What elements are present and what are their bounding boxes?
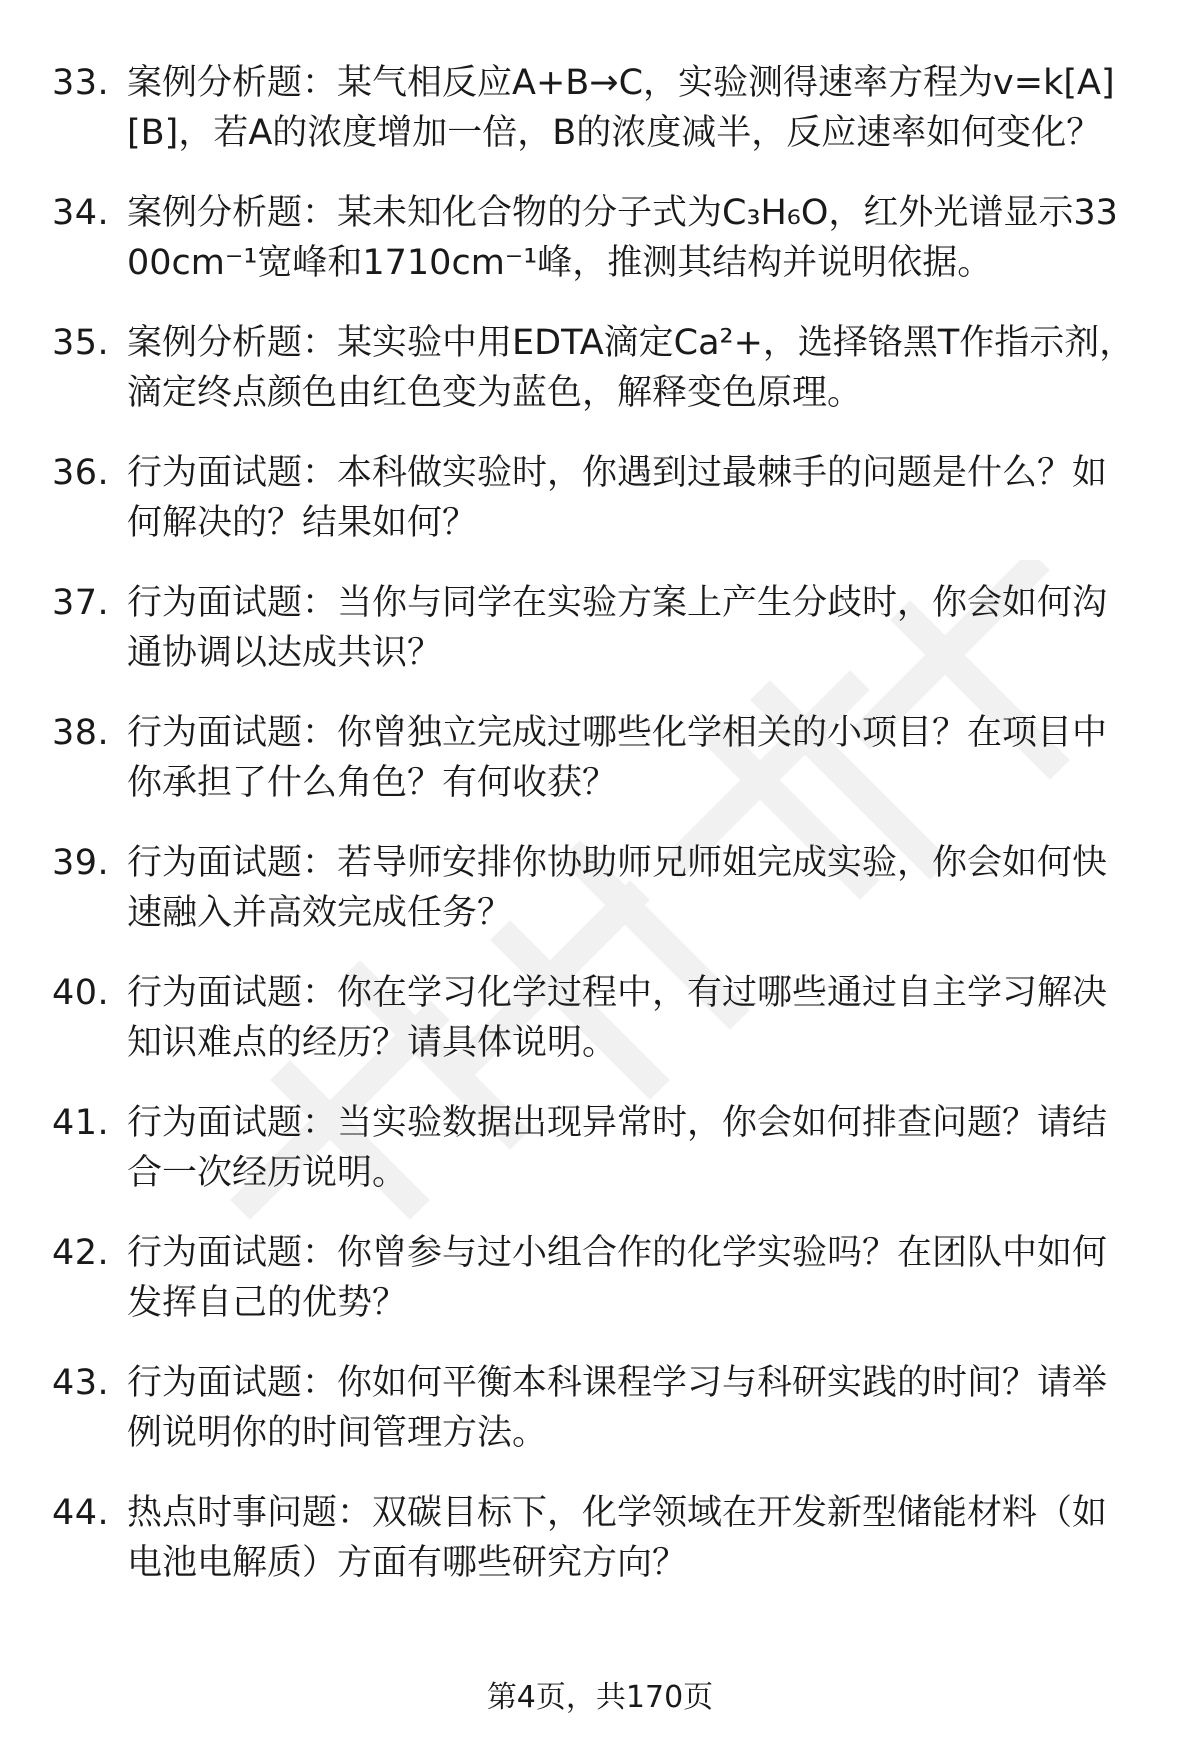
question-text: 行为面试题：本科做实验时，你遇到过最棘手的问题是什么？如何解决的？结果如何？	[127, 453, 1108, 543]
question-number: 37.	[52, 583, 110, 623]
question-text: 行为面试题：当你与同学在实验方案上产生分歧时，你会如何沟通协调以达成共识？	[127, 583, 1108, 673]
question-text: 案例分析题：某实验中用EDTA滴定Ca²+，选择铬黑T作指示剂，滴定终点颜色由红色变为蓝色，解释变色原理。	[127, 323, 1135, 413]
question-text: 行为面试题：当实验数据出现异常时，你会如何排查问题？请结合一次经历说明。	[127, 1103, 1108, 1193]
question-number: 43.	[52, 1363, 110, 1403]
question-text: 热点时事问题：双碳目标下，化学领域在开发新型储能材料（如电池电解质）方面有哪些研究方向？	[127, 1493, 1108, 1583]
question-item-33	[52, 58, 1152, 188]
question-text: 行为面试题：你曾参与过小组合作的化学实验吗？在团队中如何发挥自己的优势？	[127, 1233, 1108, 1323]
question-item-36	[52, 448, 1152, 578]
question-item-37	[52, 578, 1152, 708]
question-text: 案例分析题：某气相反应A+B→C，实验测得速率方程为v=k[A][B]，若A的浓度增加一倍，B的浓度减半，反应速率如何变化？	[127, 63, 1115, 153]
question-text: 行为面试题：若导师安排你协助师兄师姐完成实验，你会如何快速融入并高效完成任务？	[127, 843, 1108, 933]
question-item-41	[52, 1098, 1152, 1228]
question-number: 33.	[52, 63, 110, 103]
question-item-44	[52, 1488, 1152, 1618]
question-number: 39.	[52, 843, 110, 883]
question-number: 36.	[52, 453, 110, 493]
question-item-38	[52, 708, 1152, 838]
page-number-footer: 第4页，共170页	[486, 1680, 714, 1715]
question-item-40	[52, 968, 1152, 1098]
question-number: 40.	[52, 973, 110, 1013]
question-text: 行为面试题：你曾独立完成过哪些化学相关的小项目？在项目中你承担了什么角色？有何收获？	[127, 713, 1108, 803]
question-number: 35.	[52, 323, 110, 363]
question-number: 44.	[52, 1493, 110, 1533]
question-number: 34.	[52, 193, 110, 233]
question-number: 42.	[52, 1233, 110, 1273]
question-item-43	[52, 1358, 1152, 1488]
question-number: 41.	[52, 1103, 110, 1143]
question-item-39	[52, 838, 1152, 968]
question-text: 案例分析题：某未知化合物的分子式为C₃H₆O，红外光谱显示3300cm⁻¹宽峰和1710cm⁻¹峰，推测其结构并说明依据。	[127, 193, 1118, 283]
question-text: 行为面试题：你在学习化学过程中，有过哪些通过自主学习解决知识难点的经历？请具体说明。	[127, 973, 1108, 1063]
question-item-34	[52, 188, 1152, 318]
question-text: 行为面试题：你如何平衡本科课程学习与科研实践的时间？请举例说明你的时间管理方法。	[127, 1363, 1108, 1453]
question-item-35	[52, 318, 1152, 448]
question-number: 38.	[52, 713, 110, 753]
question-item-42	[52, 1228, 1152, 1358]
question-list	[52, 58, 1152, 1618]
